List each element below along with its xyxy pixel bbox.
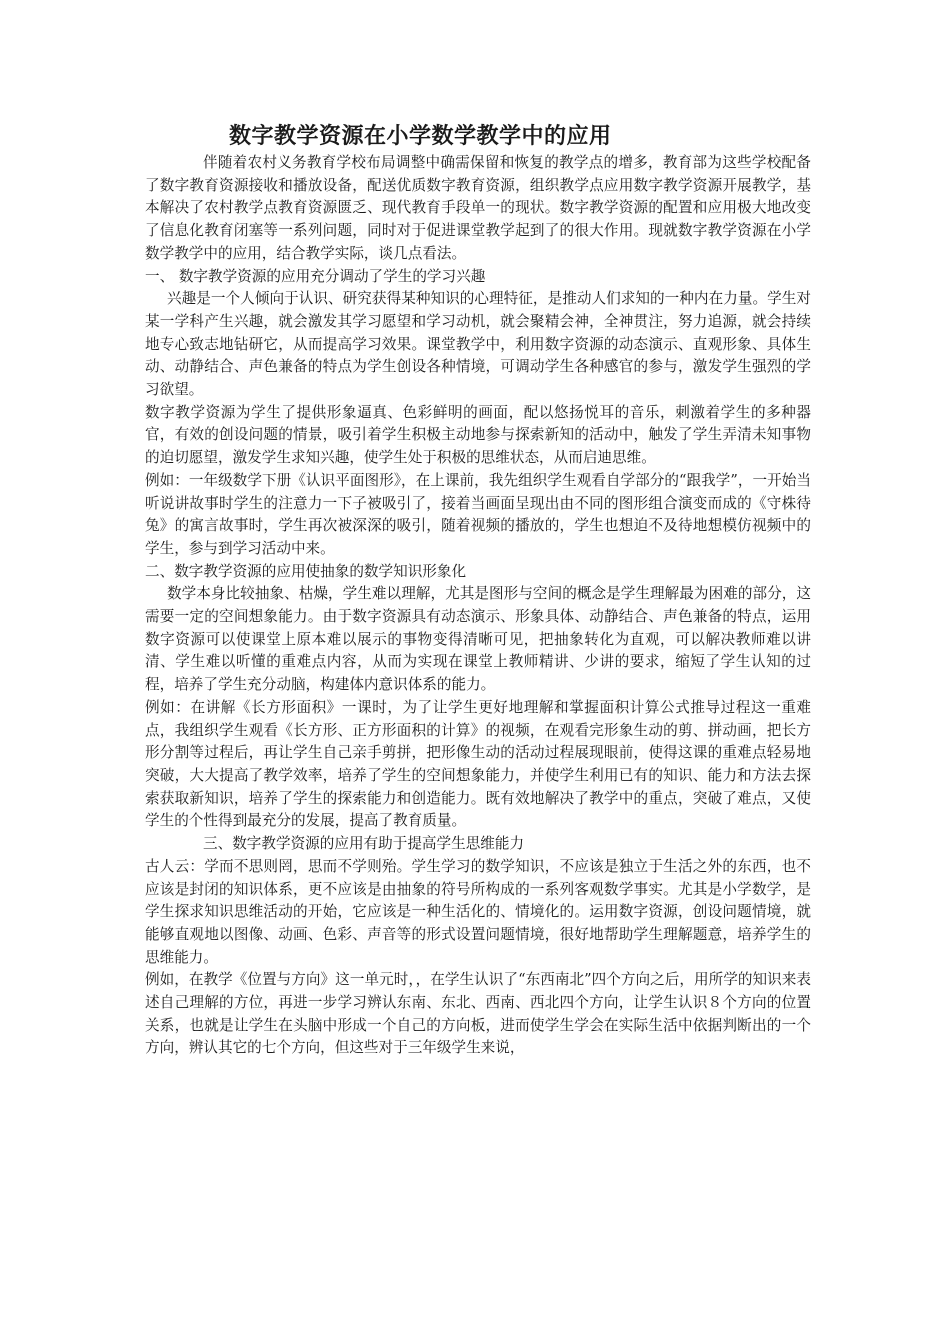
section-3-heading: 三、数字教学资源的应用有助于提高学生思维能力 bbox=[203, 835, 525, 853]
intro-paragraph: 伴随着农村义务教育学校布局调整中确需保留和恢复的教学点的增多，教育部为这些学校配备了数字教育资源接收和播放设备，配送优质数字教育资源，组织教学点应用数字教学资源开展教学，基本解决了农村教学点教育资源匮乏、现代教育手段单一的现状。数字教学资源的配置和应用极大地改变了信息化教育闭塞等一系列问题，同时对于促进课堂教学起到了的很大作用。现就数字教学资源在小学数学教学中的应用，结合教学实际，谈几点看法。 bbox=[145, 154, 811, 262]
section-1-paragraph-2: 数字教学资源为学生了提供形象逼真、色彩鲜明的画面，配以悠扬悦耳的音乐，刺激着学生的多种器官，有效的创设问题的情景，吸引着学生积极主动地参与探索新知的活动中，触发了学生弄清未知事物的迫切愿望，激发学生求知兴趣，使学生处于积极的思维状态，从而启迪思维。 bbox=[145, 403, 811, 467]
section-1-paragraph-1: 兴趣是一个人倾向于认识、研究获得某种知识的心理特征，是推动人们求知的一种内在力量。学生对某一学科产生兴趣，就会激发其学习愿望和学习动机，就会聚精会神，全神贯注，努力追源，就会持续地专心致志地钻研它，从而提高学习效果。课堂教学中，利用数字资源的动态演示、直观形象、具体生动、动静结合、声色兼备的特点为学生创设各种情境，可调动学生各种感官的参与，激发学生强烈的学习欲望。 bbox=[145, 290, 811, 399]
section-2-heading: 二、数字教学资源的应用使抽象的数学知识形象化 bbox=[145, 562, 467, 580]
section-3-paragraph-1: 古人云：学而不思则罔，思而不学则殆。学生学习的数学知识，不应该是独立于生活之外的东西，也不应该是封闭的知识体系，更不应该是由抽象的符号所构成的一系列客观数学事实。尤其是小学数学，是学生探求知识思维活动的开始，它应该是一种生活化的、情境化的。运用数字资源，创设问题情境，就能够直观地以图像、动画、色彩、声音等的形式设置问题情境，很好地帮助学生理解题意，培养学生的思维能力。 bbox=[145, 857, 811, 966]
section-3-paragraph-2: 例如，在教学《位置与方向》这一单元时，，在学生认识了“东西南北”四个方向之后，用所学的知识来表述自己理解的方位，再进一步学习辨认东南、东北、西南、西北四个方向，让学生认识８个方向的位置关系，也就是让学生在头脑中形成一个自己的方向板，进而使学生学会在实际生活中依据判断出的一个方向，辨认其它的七个方向，但这些对于三年级学生来说， bbox=[145, 971, 811, 1057]
section-1-paragraph-3: 例如：一年级数学下册《认识平面图形》，在上课前，我先组织学生观看自学部分的“跟我学”，一开始当听说讲故事时学生的注意力一下子被吸引了，接着当画面呈现出由不同的图形组合演变而成的《守株待兔》的寓言故事时，学生再次被深深的吸引，随着视频的播放的，学生也想迫不及待地想模仿视频中的学生，参与到学习活动中来。 bbox=[145, 471, 811, 557]
section-1-heading: 一、 数字教学资源的应用充分调动了学生的学习兴趣 bbox=[145, 267, 486, 285]
document-page bbox=[145, 120, 811, 1060]
document-title: 数字教学资源在小学数学教学中的应用 bbox=[229, 123, 612, 149]
section-2-paragraph-1: 数学本身比较抽象、枯燥，学生难以理解，尤其是图形与空间的概念是学生理解最为困难的部分，这需要一定的空间想象能力。由于数字资源具有动态演示、形象具体、动静结合、声色兼备的特点，运用数字资源可以使课堂上原本难以展示的事物变得清晰可见，把抽象转化为直观，可以解决教师难以讲清、学生难以听懂的重难点内容，从而为实现在课堂上教师精讲、少讲的要求，缩短了学生认知的过程，培养了学生充分动脑，构建体内意识体系的能力。 bbox=[145, 585, 811, 694]
section-2-paragraph-2: 例如：在讲解《长方形面积》一课时，为了让学生更好地理解和掌握面积计算公式推导过程这一重难点，我组织学生观看《长方形、正方形面积的计算》的视频，在观看完形象生动的剪、拼动画，把长方形分割等过程后，再让学生自己亲手剪拼，把形像生动的活动过程展现眼前，使得这课的重难点轻易地突破，大大提高了教学效率，培养了学生的空间想象能力，并使学生利用已有的知识、能力和方法去探索获取新知识，培养了学生的探索能力和创造能力。既有效地解决了教学中的重点，突破了难点，又使学生的个性得到最充分的发展，提高了教育质量。 bbox=[145, 698, 811, 830]
